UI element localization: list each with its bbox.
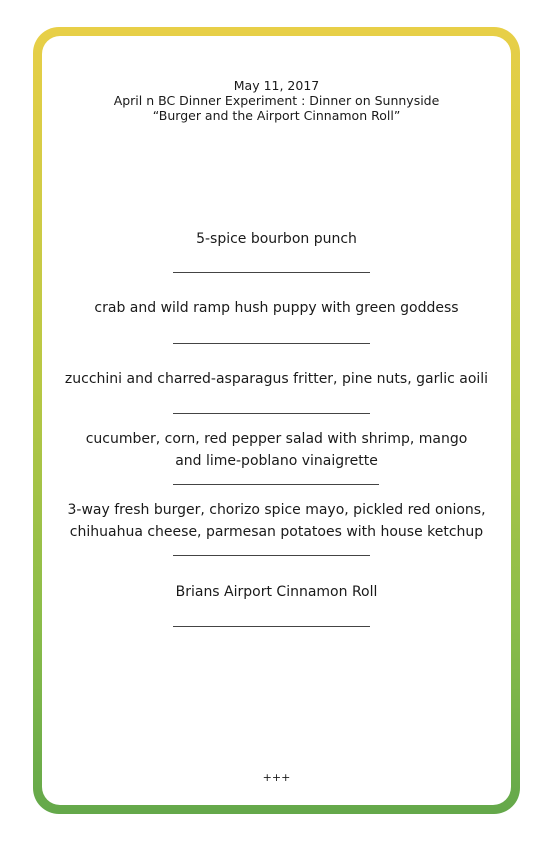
course-5 <box>42 499 511 543</box>
course-6-text: Brians Airport Cinnamon Roll <box>175 584 378 600</box>
course-1 <box>42 228 511 250</box>
course-4-text-line2: and lime-poblano vinaigrette <box>175 453 378 469</box>
course-divider <box>173 413 370 414</box>
menu-footer-mark: +++ <box>262 771 291 784</box>
course-2 <box>42 297 511 319</box>
menu-card <box>42 36 511 805</box>
course-5-text-line1: 3-way fresh burger, chorizo spice mayo, pickled red onions, <box>67 502 486 518</box>
course-divider <box>173 484 379 485</box>
menu-date: May 11, 2017 <box>233 78 320 93</box>
menu-border <box>33 27 520 814</box>
course-1-text: 5-spice bourbon punch <box>196 231 357 247</box>
course-4-text-line1: cucumber, corn, red pepper salad with shrimp, mango <box>85 431 468 447</box>
course-5-text-line2: chihuahua cheese, parmesan potatoes with house ketchup <box>69 524 484 540</box>
course-6 <box>42 581 511 603</box>
menu-event-title: April n BC Dinner Experiment : Dinner on Sunnyside <box>113 93 440 108</box>
course-divider <box>173 272 370 273</box>
course-divider <box>173 343 370 344</box>
course-3-text: zucchini and charred-asparagus fritter, pine nuts, garlic aoili <box>64 371 489 387</box>
menu-subtitle: “Burger and the Airport Cinnamon Roll” <box>152 108 401 123</box>
course-divider <box>173 626 370 627</box>
course-4 <box>42 428 511 472</box>
course-2-text: crab and wild ramp hush puppy with green goddess <box>94 300 459 316</box>
menu-header <box>42 78 511 123</box>
course-3 <box>42 368 511 390</box>
course-divider <box>173 555 370 556</box>
